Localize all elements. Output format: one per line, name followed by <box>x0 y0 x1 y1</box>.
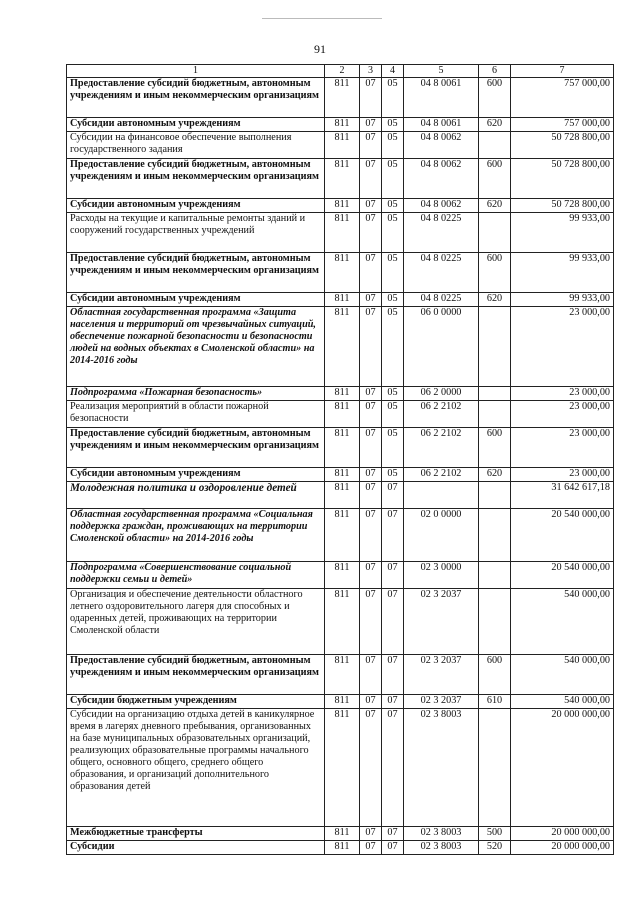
amount-cell: 99 933,00 <box>511 213 614 253</box>
section-cell: 07 <box>360 695 382 709</box>
amount-cell: 540 000,00 <box>511 695 614 709</box>
target-article-cell: 06 2 2102 <box>404 401 479 428</box>
amount-cell: 757 000,00 <box>511 78 614 118</box>
row-name-cell: Субсидии автономным учреждениям <box>67 118 325 132</box>
row-name-cell: Субсидии на финансовое обеспечение выполнения государственного задания <box>67 132 325 159</box>
section-cell: 07 <box>360 253 382 293</box>
table-row <box>67 482 614 509</box>
table-row <box>67 401 614 428</box>
subsection-cell: 05 <box>382 293 404 307</box>
section-cell: 07 <box>360 159 382 199</box>
table-row <box>67 695 614 709</box>
page-number: 91 <box>314 42 326 56</box>
target-article-cell: 02 0 0000 <box>404 509 479 562</box>
subsection-cell: 07 <box>382 695 404 709</box>
row-name-cell: Предоставление субсидий бюджетным, автономным учреждениям и иным некоммерческим организациям <box>67 253 325 293</box>
amount-cell: 99 933,00 <box>511 253 614 293</box>
table-header-row <box>67 65 614 78</box>
subsection-cell: 05 <box>382 118 404 132</box>
subsection-cell: 05 <box>382 199 404 213</box>
amount-cell: 50 728 800,00 <box>511 199 614 213</box>
section-cell: 07 <box>360 827 382 841</box>
target-article-cell: 02 3 8003 <box>404 827 479 841</box>
table-row <box>67 159 614 199</box>
owner-code-cell: 811 <box>325 199 360 213</box>
target-article-cell: 02 3 8003 <box>404 841 479 855</box>
expense-type-cell <box>479 482 511 509</box>
table-row <box>67 307 614 387</box>
header-cell: 2 <box>325 65 360 78</box>
table-body <box>67 65 614 855</box>
target-article-cell: 04 8 0225 <box>404 213 479 253</box>
subsection-cell: 07 <box>382 589 404 655</box>
subsection-cell: 07 <box>382 827 404 841</box>
row-name-cell: Субсидии автономным учреждениям <box>67 468 325 482</box>
section-cell: 07 <box>360 199 382 213</box>
row-name-cell: Субсидии бюджетным учреждениям <box>67 695 325 709</box>
expense-type-cell <box>479 387 511 401</box>
row-name-cell: Предоставление субсидий бюджетным, автономным учреждениям и иным некоммерческим организациям <box>67 78 325 118</box>
section-cell: 07 <box>360 78 382 118</box>
target-article-cell: 02 3 0000 <box>404 562 479 589</box>
target-article-cell: 02 3 8003 <box>404 709 479 827</box>
owner-code-cell: 811 <box>325 589 360 655</box>
owner-code-cell: 811 <box>325 827 360 841</box>
section-cell: 07 <box>360 482 382 509</box>
section-cell: 07 <box>360 841 382 855</box>
row-name-cell: Подпрограмма «Совершенствование социальной поддержки семьи и детей» <box>67 562 325 589</box>
amount-cell: 50 728 800,00 <box>511 132 614 159</box>
section-cell: 07 <box>360 589 382 655</box>
expense-type-cell: 610 <box>479 695 511 709</box>
amount-cell: 23 000,00 <box>511 307 614 387</box>
amount-cell: 50 728 800,00 <box>511 159 614 199</box>
target-article-cell: 02 3 2037 <box>404 589 479 655</box>
section-cell: 07 <box>360 213 382 253</box>
row-name-cell: Субсидии автономным учреждениям <box>67 293 325 307</box>
owner-code-cell: 811 <box>325 509 360 562</box>
subsection-cell: 05 <box>382 307 404 387</box>
section-cell: 07 <box>360 468 382 482</box>
subsection-cell: 07 <box>382 562 404 589</box>
amount-cell: 23 000,00 <box>511 468 614 482</box>
target-article-cell: 04 8 0061 <box>404 118 479 132</box>
amount-cell: 20 540 000,00 <box>511 509 614 562</box>
table-row <box>67 293 614 307</box>
owner-code-cell: 811 <box>325 159 360 199</box>
amount-cell: 20 000 000,00 <box>511 709 614 827</box>
target-article-cell <box>404 482 479 509</box>
amount-cell: 20 000 000,00 <box>511 841 614 855</box>
target-article-cell: 02 3 2037 <box>404 655 479 695</box>
expense-type-cell: 600 <box>479 78 511 118</box>
owner-code-cell: 811 <box>325 428 360 468</box>
owner-code-cell: 811 <box>325 213 360 253</box>
table-row <box>67 387 614 401</box>
amount-cell: 540 000,00 <box>511 589 614 655</box>
owner-code-cell: 811 <box>325 841 360 855</box>
table-row <box>67 78 614 118</box>
subsection-cell: 05 <box>382 468 404 482</box>
table-row <box>67 841 614 855</box>
amount-cell: 23 000,00 <box>511 387 614 401</box>
header-cell: 5 <box>404 65 479 78</box>
subsection-cell: 05 <box>382 387 404 401</box>
owner-code-cell: 811 <box>325 695 360 709</box>
owner-code-cell: 811 <box>325 387 360 401</box>
target-article-cell: 04 8 0062 <box>404 159 479 199</box>
row-name-cell: Субсидии на организацию отдыха детей в каникулярное время в лагерях дневного пребывания, организованных на базе муниципальных образовательных организаций, реализующих образовательные программы начального общего, основного общего, среднего общего образования, и организаций дополнительного образования детей <box>67 709 325 827</box>
section-cell: 07 <box>360 293 382 307</box>
owner-code-cell: 811 <box>325 482 360 509</box>
owner-code-cell: 811 <box>325 293 360 307</box>
subsection-cell: 07 <box>382 655 404 695</box>
subsection-cell: 05 <box>382 253 404 293</box>
owner-code-cell: 811 <box>325 78 360 118</box>
table-row <box>67 562 614 589</box>
row-name-cell: Расходы на текущие и капитальные ремонты зданий и сооружений государственных учреждений <box>67 213 325 253</box>
section-cell: 07 <box>360 655 382 695</box>
subsection-cell: 07 <box>382 509 404 562</box>
target-article-cell: 06 2 2102 <box>404 428 479 468</box>
table-row <box>67 428 614 468</box>
expense-type-cell <box>479 589 511 655</box>
expense-type-cell <box>479 307 511 387</box>
amount-cell: 99 933,00 <box>511 293 614 307</box>
expense-type-cell: 620 <box>479 468 511 482</box>
table-row <box>67 199 614 213</box>
row-name-cell: Межбюджетные трансферты <box>67 827 325 841</box>
owner-code-cell: 811 <box>325 307 360 387</box>
budget-table <box>66 64 614 855</box>
row-name-cell: Подпрограмма «Пожарная безопасность» <box>67 387 325 401</box>
amount-cell: 23 000,00 <box>511 428 614 468</box>
header-cell: 6 <box>479 65 511 78</box>
target-article-cell: 04 8 0062 <box>404 199 479 213</box>
table-row <box>67 655 614 695</box>
section-cell: 07 <box>360 509 382 562</box>
amount-cell: 20 000 000,00 <box>511 827 614 841</box>
row-name-cell: Предоставление субсидий бюджетным, автономным учреждениям и иным некоммерческим организациям <box>67 428 325 468</box>
owner-code-cell: 811 <box>325 655 360 695</box>
subsection-cell: 05 <box>382 401 404 428</box>
table-row <box>67 132 614 159</box>
owner-code-cell: 811 <box>325 401 360 428</box>
header-cell: 1 <box>67 65 325 78</box>
expense-type-cell: 600 <box>479 159 511 199</box>
row-name-cell: Областная государственная программа «Социальная поддержка граждан, проживающих на территории Смоленской области» на 2014-2016 годы <box>67 509 325 562</box>
subsection-cell: 05 <box>382 159 404 199</box>
expense-type-cell <box>479 213 511 253</box>
target-article-cell: 04 8 0225 <box>404 253 479 293</box>
expense-type-cell: 600 <box>479 655 511 695</box>
expense-type-cell <box>479 562 511 589</box>
table-row <box>67 509 614 562</box>
table-row <box>67 589 614 655</box>
expense-type-cell: 620 <box>479 118 511 132</box>
section-cell: 07 <box>360 387 382 401</box>
amount-cell: 540 000,00 <box>511 655 614 695</box>
owner-code-cell: 811 <box>325 562 360 589</box>
subsection-cell: 07 <box>382 841 404 855</box>
target-article-cell: 06 2 0000 <box>404 387 479 401</box>
section-cell: 07 <box>360 709 382 827</box>
table-row <box>67 213 614 253</box>
target-article-cell: 04 8 0225 <box>404 293 479 307</box>
row-name-cell: Областная государственная программа «Защита населения и территорий от чрезвычайных ситуаций, обеспечение пожарной безопасности и безопасности людей на водных объектах в Смоленской области» на 2014-2016 годы <box>67 307 325 387</box>
table-row <box>67 709 614 827</box>
header-rule <box>262 18 382 19</box>
expense-type-cell <box>479 401 511 428</box>
subsection-cell: 05 <box>382 78 404 118</box>
section-cell: 07 <box>360 562 382 589</box>
subsection-cell: 05 <box>382 132 404 159</box>
expense-type-cell: 600 <box>479 428 511 468</box>
header-cell: 7 <box>511 65 614 78</box>
subsection-cell: 05 <box>382 213 404 253</box>
owner-code-cell: 811 <box>325 118 360 132</box>
row-name-cell: Организация и обеспечение деятельности областного летнего оздоровительного лагеря для способных и одаренных детей, проживающих на территории Смоленской области <box>67 589 325 655</box>
row-name-cell: Предоставление субсидий бюджетным, автономным учреждениям и иным некоммерческим организациям <box>67 159 325 199</box>
expense-type-cell: 620 <box>479 293 511 307</box>
table-row <box>67 827 614 841</box>
row-name-cell: Реализация мероприятий в области пожарной безопасности <box>67 401 325 428</box>
row-name-cell: Субсидии <box>67 841 325 855</box>
amount-cell: 23 000,00 <box>511 401 614 428</box>
expense-type-cell: 500 <box>479 827 511 841</box>
amount-cell: 31 642 617,18 <box>511 482 614 509</box>
section-cell: 07 <box>360 118 382 132</box>
owner-code-cell: 811 <box>325 132 360 159</box>
section-cell: 07 <box>360 401 382 428</box>
target-article-cell: 04 8 0062 <box>404 132 479 159</box>
amount-cell: 20 540 000,00 <box>511 562 614 589</box>
expense-type-cell <box>479 509 511 562</box>
table-row <box>67 468 614 482</box>
subsection-cell: 07 <box>382 482 404 509</box>
expense-type-cell: 600 <box>479 253 511 293</box>
owner-code-cell: 811 <box>325 468 360 482</box>
row-name-cell: Предоставление субсидий бюджетным, автономным учреждениям и иным некоммерческим организациям <box>67 655 325 695</box>
expense-type-cell: 620 <box>479 199 511 213</box>
target-article-cell: 02 3 2037 <box>404 695 479 709</box>
table-row <box>67 118 614 132</box>
row-name-cell: Субсидии автономным учреждениям <box>67 199 325 213</box>
target-article-cell: 06 2 2102 <box>404 468 479 482</box>
expense-type-cell <box>479 709 511 827</box>
row-name-cell: Молодежная политика и оздоровление детей <box>67 482 325 509</box>
section-cell: 07 <box>360 428 382 468</box>
expense-type-cell <box>479 132 511 159</box>
subsection-cell: 05 <box>382 428 404 468</box>
target-article-cell: 06 0 0000 <box>404 307 479 387</box>
header-cell: 3 <box>360 65 382 78</box>
subsection-cell: 07 <box>382 709 404 827</box>
amount-cell: 757 000,00 <box>511 118 614 132</box>
section-cell: 07 <box>360 307 382 387</box>
owner-code-cell: 811 <box>325 253 360 293</box>
expense-type-cell: 520 <box>479 841 511 855</box>
owner-code-cell: 811 <box>325 709 360 827</box>
header-cell: 4 <box>382 65 404 78</box>
section-cell: 07 <box>360 132 382 159</box>
table-row <box>67 253 614 293</box>
target-article-cell: 04 8 0061 <box>404 78 479 118</box>
